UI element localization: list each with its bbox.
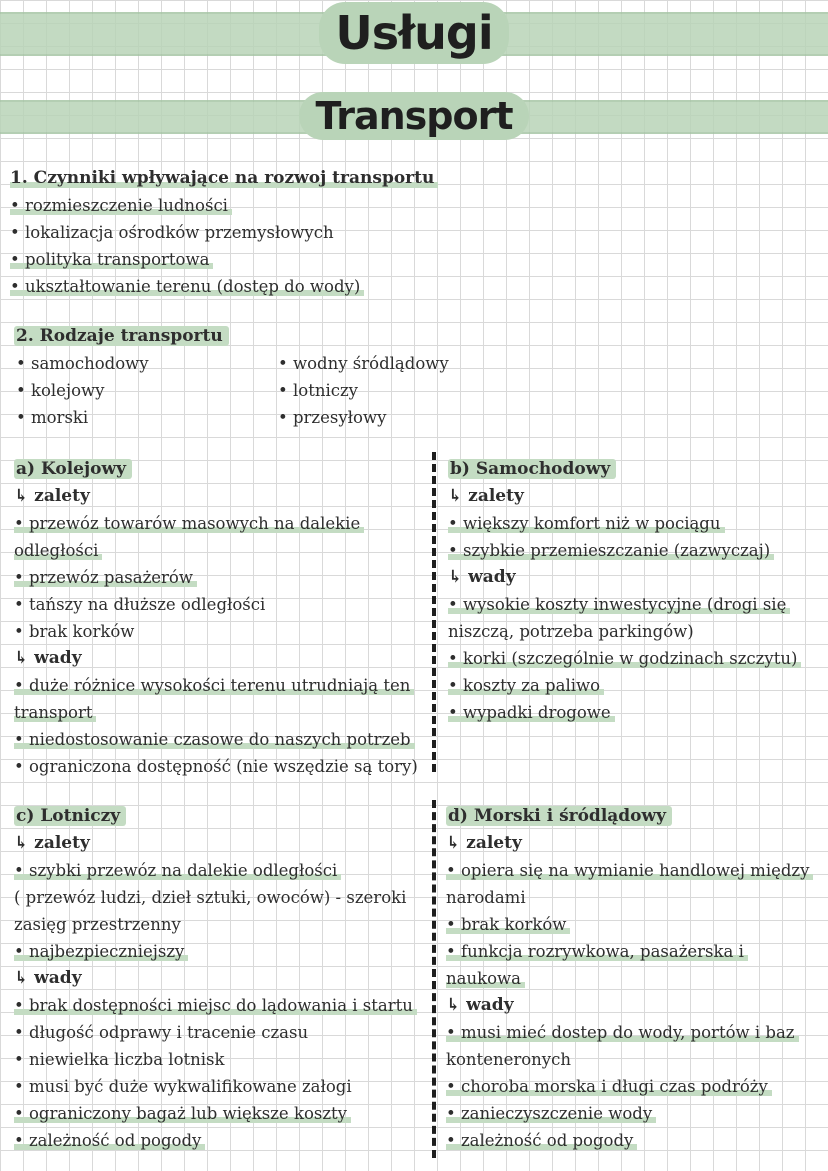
list-item: • ukształtowanie terenu (dostęp do wody): [10, 273, 438, 300]
types-right-list: [278, 350, 449, 431]
column-divider-top: [432, 452, 436, 772]
factors-list: [10, 165, 438, 300]
list-item: • tańszy na dłuższe odległości: [14, 595, 266, 614]
road-heading: b) Samochodowy: [448, 456, 801, 483]
list-item: • przewóz towarów masowych na dalekie: [14, 510, 418, 537]
types-left-list: [16, 350, 149, 431]
air-heading: c) Lotniczy: [14, 803, 417, 830]
list-item: zasięg przestrzenny: [14, 915, 181, 934]
factors-heading: 1. Czynniki wpływające na rozwoj transportu: [10, 165, 438, 192]
rail-cons-label: ↳ wady: [14, 648, 82, 668]
list-item: narodami: [446, 888, 526, 907]
sea-cons-label: ↳ wady: [446, 995, 514, 1015]
sea-heading: d) Morski i śródlądowy: [446, 803, 813, 830]
list-item: • ograniczona dostępność (nie wszędzie są tory): [14, 757, 418, 776]
list-item: • brak korków: [446, 911, 813, 938]
list-item: • duże różnice wysokości terenu utrudniają ten: [14, 672, 418, 699]
road-section: [448, 456, 801, 726]
list-item: • opiera się na wymianie handlowej między: [446, 857, 813, 884]
page-title: Usługi: [319, 2, 508, 64]
list-item: • przesyłowy: [278, 408, 387, 427]
list-item: • musi być duże wykwalifikowane załogi: [14, 1077, 352, 1096]
list-item: • niewielka liczba lotnisk: [14, 1050, 225, 1069]
list-item: • zależność od pogody: [14, 1127, 417, 1154]
air-cons-label: ↳ wady: [14, 968, 82, 988]
list-item: • szybkie przemieszczanie (zazwyczaj): [448, 537, 801, 564]
list-item: • lokalizacja ośrodków przemysłowych: [10, 223, 334, 242]
rail-section: [14, 456, 418, 780]
road-pros-label: ↳ zalety: [448, 486, 524, 506]
list-item: • długość odprawy i tracenie czasu: [14, 1023, 309, 1042]
title-wrap: [0, 2, 828, 64]
list-item: • wodny śródlądowy: [278, 354, 449, 373]
list-item: • brak korków: [14, 622, 135, 641]
list-item: • kolejowy: [16, 381, 105, 400]
list-item: • lotniczy: [278, 381, 358, 400]
list-item: • szybki przewóz na dalekie odległości: [14, 857, 417, 884]
types-heading-row: [14, 323, 229, 350]
list-item: konteneronych: [446, 1050, 571, 1069]
list-item: niszczą, potrzeba parkingów): [448, 622, 694, 641]
air-section: [14, 803, 417, 1154]
list-item: • wysokie koszty inwestycyjne (drogi się: [448, 591, 801, 618]
page-subtitle: Transport: [299, 92, 528, 140]
air-pros-label: ↳ zalety: [14, 833, 90, 853]
subtitle-wrap: [0, 92, 828, 140]
list-item: • niedostosowanie czasowe do naszych potrzeb: [14, 726, 418, 753]
list-item: • wypadki drogowe: [448, 699, 801, 726]
list-item: • koszty za paliwo: [448, 672, 801, 699]
list-item: ( przewóz ludzi, dzieł sztuki, owoców) - szeroki: [14, 888, 407, 907]
list-item: • najbezpieczniejszy: [14, 938, 417, 965]
list-item: • przewóz pasażerów: [14, 564, 418, 591]
list-item: • funkcja rozrywkowa, pasażerska i: [446, 938, 813, 965]
list-item: • morski: [16, 408, 89, 427]
rail-pros-label: ↳ zalety: [14, 486, 90, 506]
list-item: • samochodowy: [16, 354, 149, 373]
sea-pros-label: ↳ zalety: [446, 833, 522, 853]
list-item: naukowa: [446, 965, 813, 992]
column-divider-bottom: [432, 800, 436, 1158]
list-item: • zanieczyszczenie wody: [446, 1100, 813, 1127]
list-item: transport: [14, 699, 418, 726]
rail-heading: a) Kolejowy: [14, 456, 418, 483]
list-item: • brak dostępności miejsc do lądowania i startu: [14, 992, 417, 1019]
list-item: • choroba morska i długi czas podróży: [446, 1073, 813, 1100]
list-item: • rozmieszczenie ludności: [10, 192, 438, 219]
list-item: • korki (szczególnie w godzinach szczytu): [448, 645, 801, 672]
list-item: • musi mieć dostep do wody, portów i baz: [446, 1019, 813, 1046]
list-item: odległości: [14, 537, 418, 564]
road-cons-label: ↳ wady: [448, 567, 516, 587]
list-item: • większy komfort niż w pociągu: [448, 510, 801, 537]
list-item: • ograniczony bagaż lub większe koszty: [14, 1100, 417, 1127]
sea-section: [446, 803, 813, 1154]
types-heading: 2. Rodzaje transportu: [14, 323, 229, 350]
list-item: • zależność od pogody: [446, 1127, 813, 1154]
list-item: • polityka transportowa: [10, 246, 438, 273]
